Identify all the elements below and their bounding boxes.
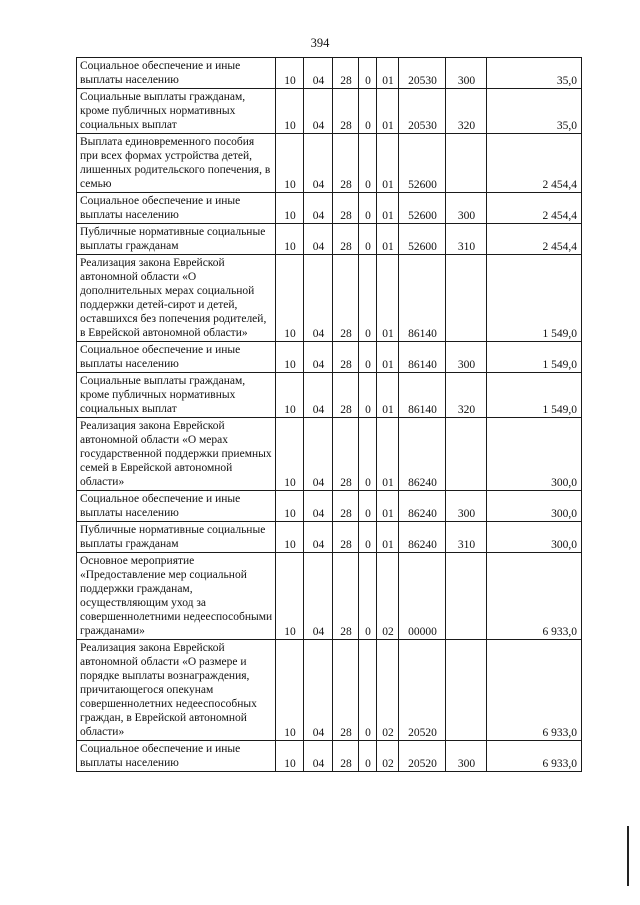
row-direction-cell: 20530	[399, 89, 446, 134]
table-row	[77, 89, 582, 134]
row-amount-cell: 300,0	[487, 418, 582, 491]
row-program-cell: 28	[333, 134, 359, 193]
table-row	[77, 640, 582, 741]
row-name-cell: Социальное обеспечение и иные выплаты населению	[77, 491, 276, 522]
row-expense-type-cell	[446, 255, 487, 342]
row-subsection-cell: 04	[304, 224, 333, 255]
row-program-cell: 28	[333, 255, 359, 342]
row-subprogram-cell: 0	[359, 522, 377, 553]
row-subprogram-cell: 0	[359, 741, 377, 772]
row-direction-cell: 86240	[399, 418, 446, 491]
row-expense-type-cell: 300	[446, 58, 487, 89]
row-program-cell: 28	[333, 640, 359, 741]
row-direction-cell: 52600	[399, 134, 446, 193]
table-body	[77, 58, 582, 772]
row-expense-type-cell: 300	[446, 741, 487, 772]
row-expense-type-cell: 300	[446, 193, 487, 224]
row-name-cell: Социальное обеспечение и иные выплаты населению	[77, 741, 276, 772]
row-subprogram-cell: 0	[359, 58, 377, 89]
row-section-cell: 10	[276, 342, 304, 373]
row-program-cell: 28	[333, 89, 359, 134]
row-event-cell: 01	[377, 342, 399, 373]
row-name-cell: Реализация закона Еврейской автономной области «О размере и порядке выплаты вознаграждения, причитающегося опекунам совершеннолетних недееспособных граждан, в Еврейской автономной области»	[77, 640, 276, 741]
row-program-cell: 28	[333, 522, 359, 553]
row-direction-cell: 86140	[399, 255, 446, 342]
row-direction-cell: 00000	[399, 553, 446, 640]
scan-edge-mark	[627, 826, 629, 886]
table-row	[77, 491, 582, 522]
row-section-cell: 10	[276, 224, 304, 255]
row-amount-cell: 1 549,0	[487, 255, 582, 342]
row-section-cell: 10	[276, 58, 304, 89]
row-expense-type-cell: 300	[446, 491, 487, 522]
row-program-cell: 28	[333, 491, 359, 522]
row-section-cell: 10	[276, 553, 304, 640]
row-subprogram-cell: 0	[359, 342, 377, 373]
table-row	[77, 134, 582, 193]
row-subprogram-cell: 0	[359, 193, 377, 224]
row-expense-type-cell	[446, 640, 487, 741]
row-name-cell: Реализация закона Еврейской автономной области «О мерах государственной поддержки приемных семей в Еврейской автономной области»	[77, 418, 276, 491]
row-name-cell: Социальное обеспечение и иные выплаты населению	[77, 58, 276, 89]
row-subprogram-cell: 0	[359, 224, 377, 255]
row-section-cell: 10	[276, 255, 304, 342]
page-number: 394	[310, 36, 330, 50]
row-event-cell: 02	[377, 640, 399, 741]
row-amount-cell: 35,0	[487, 58, 582, 89]
row-name-cell: Выплата единовременного пособия при всех формах устройства детей, лишенных родительского попечения, в семью	[77, 134, 276, 193]
row-subsection-cell: 04	[304, 522, 333, 553]
row-direction-cell: 20520	[399, 741, 446, 772]
row-amount-cell: 35,0	[487, 89, 582, 134]
row-section-cell: 10	[276, 522, 304, 553]
table-row	[77, 58, 582, 89]
table-row	[77, 224, 582, 255]
row-event-cell: 01	[377, 522, 399, 553]
row-subprogram-cell: 0	[359, 418, 377, 491]
row-expense-type-cell	[446, 134, 487, 193]
row-event-cell: 01	[377, 134, 399, 193]
row-amount-cell: 300,0	[487, 522, 582, 553]
row-program-cell: 28	[333, 224, 359, 255]
row-section-cell: 10	[276, 640, 304, 741]
row-amount-cell: 2 454,4	[487, 193, 582, 224]
row-subsection-cell: 04	[304, 640, 333, 741]
row-amount-cell: 300,0	[487, 491, 582, 522]
row-section-cell: 10	[276, 134, 304, 193]
row-subsection-cell: 04	[304, 342, 333, 373]
row-section-cell: 10	[276, 89, 304, 134]
table-row	[77, 741, 582, 772]
row-direction-cell: 86240	[399, 522, 446, 553]
row-section-cell: 10	[276, 741, 304, 772]
row-event-cell: 02	[377, 741, 399, 772]
row-subsection-cell: 04	[304, 491, 333, 522]
row-expense-type-cell: 320	[446, 89, 487, 134]
row-direction-cell: 52600	[399, 193, 446, 224]
row-subprogram-cell: 0	[359, 89, 377, 134]
row-event-cell: 01	[377, 491, 399, 522]
row-amount-cell: 6 933,0	[487, 741, 582, 772]
row-subprogram-cell: 0	[359, 134, 377, 193]
row-event-cell: 01	[377, 418, 399, 491]
row-name-cell: Социальные выплаты гражданам, кроме публичных нормативных социальных выплат	[77, 373, 276, 418]
row-program-cell: 28	[333, 418, 359, 491]
row-program-cell: 28	[333, 373, 359, 418]
row-program-cell: 28	[333, 193, 359, 224]
row-event-cell: 01	[377, 224, 399, 255]
table-row	[77, 553, 582, 640]
row-name-cell: Социальные выплаты гражданам, кроме публичных нормативных социальных выплат	[77, 89, 276, 134]
row-subprogram-cell: 0	[359, 491, 377, 522]
row-amount-cell: 1 549,0	[487, 342, 582, 373]
row-event-cell: 01	[377, 373, 399, 418]
budget-table	[76, 57, 582, 772]
row-program-cell: 28	[333, 553, 359, 640]
table-row	[77, 342, 582, 373]
table-row	[77, 193, 582, 224]
row-program-cell: 28	[333, 741, 359, 772]
row-subprogram-cell: 0	[359, 553, 377, 640]
row-name-cell: Основное мероприятие «Предоставление мер социальной поддержки гражданам, осуществляющим уход за совершеннолетними недееспособными гражданами»	[77, 553, 276, 640]
row-amount-cell: 6 933,0	[487, 640, 582, 741]
row-subsection-cell: 04	[304, 373, 333, 418]
table-row	[77, 522, 582, 553]
table-row	[77, 255, 582, 342]
row-program-cell: 28	[333, 58, 359, 89]
row-amount-cell: 2 454,4	[487, 224, 582, 255]
row-subprogram-cell: 0	[359, 373, 377, 418]
row-expense-type-cell: 320	[446, 373, 487, 418]
row-expense-type-cell	[446, 418, 487, 491]
row-expense-type-cell: 310	[446, 522, 487, 553]
row-event-cell: 02	[377, 553, 399, 640]
row-section-cell: 10	[276, 491, 304, 522]
row-section-cell: 10	[276, 418, 304, 491]
row-event-cell: 01	[377, 193, 399, 224]
row-subprogram-cell: 0	[359, 640, 377, 741]
row-name-cell: Социальное обеспечение и иные выплаты населению	[77, 342, 276, 373]
row-direction-cell: 86140	[399, 342, 446, 373]
row-expense-type-cell	[446, 553, 487, 640]
row-subsection-cell: 04	[304, 741, 333, 772]
row-direction-cell: 20520	[399, 640, 446, 741]
row-name-cell: Реализация закона Еврейской автономной области «О дополнительных мерах социальной поддержки детей-сирот и детей, оставшихся без попечения родителей, в Еврейской автономной области»	[77, 255, 276, 342]
row-subsection-cell: 04	[304, 553, 333, 640]
row-amount-cell: 6 933,0	[487, 553, 582, 640]
row-section-cell: 10	[276, 193, 304, 224]
row-name-cell: Социальное обеспечение и иные выплаты населению	[77, 193, 276, 224]
row-direction-cell: 86140	[399, 373, 446, 418]
row-event-cell: 01	[377, 89, 399, 134]
table-row	[77, 373, 582, 418]
row-subsection-cell: 04	[304, 58, 333, 89]
row-event-cell: 01	[377, 58, 399, 89]
row-subsection-cell: 04	[304, 134, 333, 193]
row-direction-cell: 20530	[399, 58, 446, 89]
row-amount-cell: 1 549,0	[487, 373, 582, 418]
table-row	[77, 418, 582, 491]
row-event-cell: 01	[377, 255, 399, 342]
row-subsection-cell: 04	[304, 255, 333, 342]
row-expense-type-cell: 300	[446, 342, 487, 373]
row-name-cell: Публичные нормативные социальные выплаты гражданам	[77, 522, 276, 553]
row-direction-cell: 86240	[399, 491, 446, 522]
row-program-cell: 28	[333, 342, 359, 373]
row-direction-cell: 52600	[399, 224, 446, 255]
row-subsection-cell: 04	[304, 193, 333, 224]
row-amount-cell: 2 454,4	[487, 134, 582, 193]
row-subprogram-cell: 0	[359, 255, 377, 342]
row-expense-type-cell: 310	[446, 224, 487, 255]
row-section-cell: 10	[276, 373, 304, 418]
row-subsection-cell: 04	[304, 418, 333, 491]
row-subsection-cell: 04	[304, 89, 333, 134]
row-name-cell: Публичные нормативные социальные выплаты гражданам	[77, 224, 276, 255]
